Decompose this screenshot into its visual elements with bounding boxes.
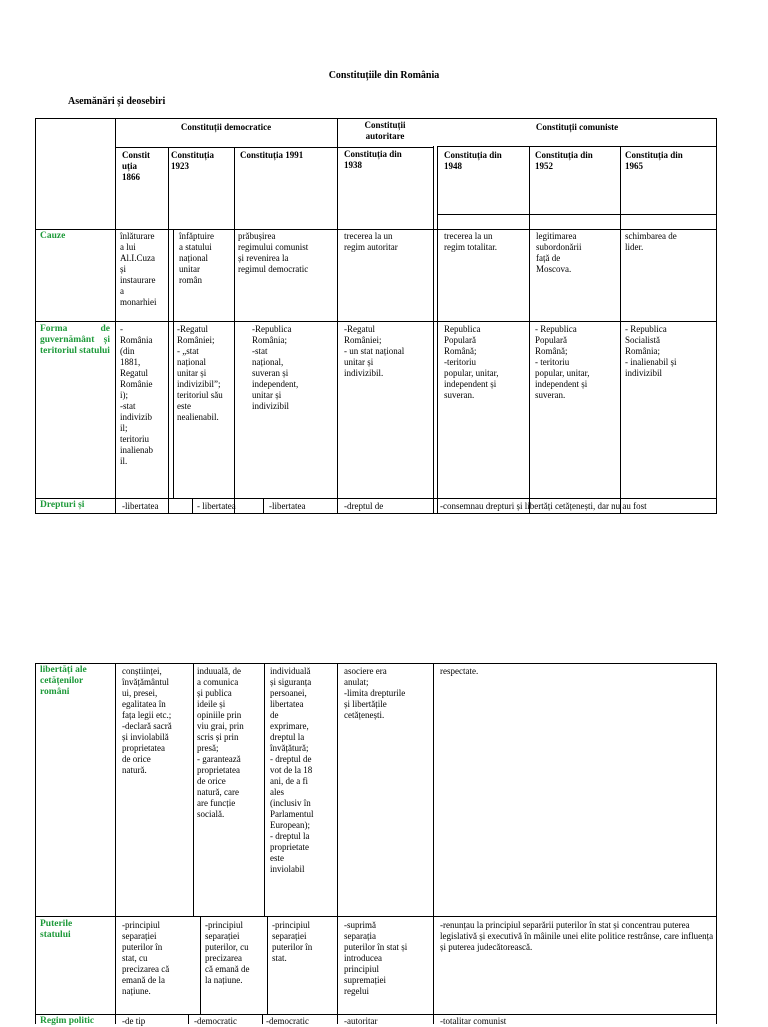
page-subtitle: Asemănări și deosebiri xyxy=(68,96,166,107)
cell-forma-1923: -Regatul României; - „stat național unitar și indivizibil”; teritoriul său este nealienabil. xyxy=(177,324,223,422)
cell-forma-1938: -Regatul României; - un stat național unitar și indivizibil. xyxy=(344,324,405,378)
cell-cauze-1938: trecerea la un regim autoritar xyxy=(344,231,398,252)
cell-regim-1866: -de tip xyxy=(122,1016,146,1026)
cell-drepturi-top-1923: - libertatea xyxy=(197,501,236,511)
header-col-1952: Constituția din 1952 xyxy=(535,150,593,171)
row-label-cauze: Cauze xyxy=(40,231,66,241)
cell-regim-1938: -autoritar xyxy=(344,1016,378,1026)
cell-regim-1923: -democratic xyxy=(194,1016,237,1026)
cell-puteri-1866: -principiul separației puterilor în stat, cu precizarea că emană de la națiune. xyxy=(122,920,170,996)
cell-regim-1991: -democratic xyxy=(266,1016,309,1026)
cell-forma-1866: - România (din 1881, Regatul Românie i); -stat indivizib il; teritoriu inalienab il. xyxy=(120,324,153,466)
header-col-1948: Constituția din 1948 xyxy=(444,150,502,171)
cell-drepturi-1923: induuală, de a comunica și publica ideile și opiniile prin viu grai, prin scris și prin presă; - garantează proprietatea de orice natură, care are funcție socială. xyxy=(197,666,244,819)
header-col-1965: Constituția din 1965 xyxy=(625,150,683,171)
cell-cauze-1965: schimbarea de lider. xyxy=(625,231,677,252)
cell-forma-1965: - Republica Socialistă România; - inalienabil și indivizibil xyxy=(625,324,677,378)
cell-drepturi-top-1938: -dreptul de xyxy=(344,501,384,511)
header-col-1991: Constituția 1991 xyxy=(240,150,304,160)
header-group-autoritare: Constituții autoritare xyxy=(364,120,406,141)
cell-drepturi-1866: conștiinței, învățământul ui, presei, egalitatea în fața legii etc.; -declară sacră și inviolabilă proprietatea de orice natură. xyxy=(122,666,172,775)
row-label-regim: Regim politic xyxy=(40,1016,95,1026)
cell-puteri-1923: -principiul separației puterilor, cu precizarea că emană de la națiune. xyxy=(205,920,250,985)
row-label-forma: Forma de guvernământ și teritoriul statului xyxy=(40,324,110,356)
row-label-drepturi-top: Drepturi și xyxy=(40,500,85,510)
header-group-comuniste: Constituții comuniste xyxy=(535,122,619,132)
cell-cauze-1948: trecerea la un regim totalitar. xyxy=(444,231,497,252)
cell-puteri-comunist: -renunțau la principiul separării puterilor în stat și concentrau puterea legislativă și executivă în mâinile unei elite politice restrânse, care influența și puterea judecătorească. xyxy=(440,920,714,952)
cell-cauze-1991: prăbușirea regimului comunist și revenirea la regimul democratic xyxy=(238,231,309,274)
header-col-1866: Constit uția 1866 xyxy=(122,150,151,182)
cell-regim-comunist: -totalitar comunist xyxy=(440,1016,507,1026)
header-col-1923: Constituția 1923 xyxy=(171,150,215,171)
cell-drepturi-top-1866: -libertatea xyxy=(122,501,159,511)
cell-drepturi-1938: asociere era anulat; -limita drepturile și libertățile cetățenești. xyxy=(344,666,406,720)
header-group-democratic: Constituții democratice xyxy=(180,122,272,132)
page-title: Constituțiile din România xyxy=(328,70,440,81)
cell-puteri-1938: -suprimă separația puterilor în stat și introducea principiul supremației regelui xyxy=(344,920,408,996)
row-label-puteri: Puterile statului xyxy=(40,919,73,940)
cell-drepturi-comunist: respectate. xyxy=(440,666,479,676)
cell-forma-1991: -Republica România; -stat național, suveran și independent, unitar și indivizibil xyxy=(252,324,299,411)
cell-puteri-1991: -principiul separației puterilor în stat. xyxy=(272,920,313,963)
row-label-drepturi-bottom: libertăți ale cetățenilor români xyxy=(40,665,87,697)
cell-forma-1948: Republica Populară Română; -teritoriu popular, unitar, independent și suveran. xyxy=(444,324,499,400)
cell-forma-1952: - Republica Populară Română; - teritoriu popular, unitar, independent și suveran. xyxy=(535,324,590,400)
cell-cauze-1923: înfăptuire a statului național unitar român xyxy=(179,231,214,285)
cell-cauze-1866: înlăturare a lui Al.I.Cuza și instaurare a monarhiei xyxy=(120,231,157,307)
header-col-1938: Constituția din 1938 xyxy=(344,149,402,170)
cell-drepturi-1991: individuală și siguranța persoanei, libertatea de exprimare, dreptul la învățătură; - dreptul de vot de la 18 ani, de a fi ales (inclusiv în Parlamentul European); - dreptul la proprietate este inviolabil xyxy=(270,666,314,874)
cell-drepturi-top-comunist: -consemnau drepturi și libertăți cetățenești, dar nu au fost xyxy=(440,501,647,511)
cell-cauze-1952: legitimarea subordonării față de Moscova. xyxy=(536,231,582,274)
cell-drepturi-top-1991: -libertatea xyxy=(269,501,306,511)
